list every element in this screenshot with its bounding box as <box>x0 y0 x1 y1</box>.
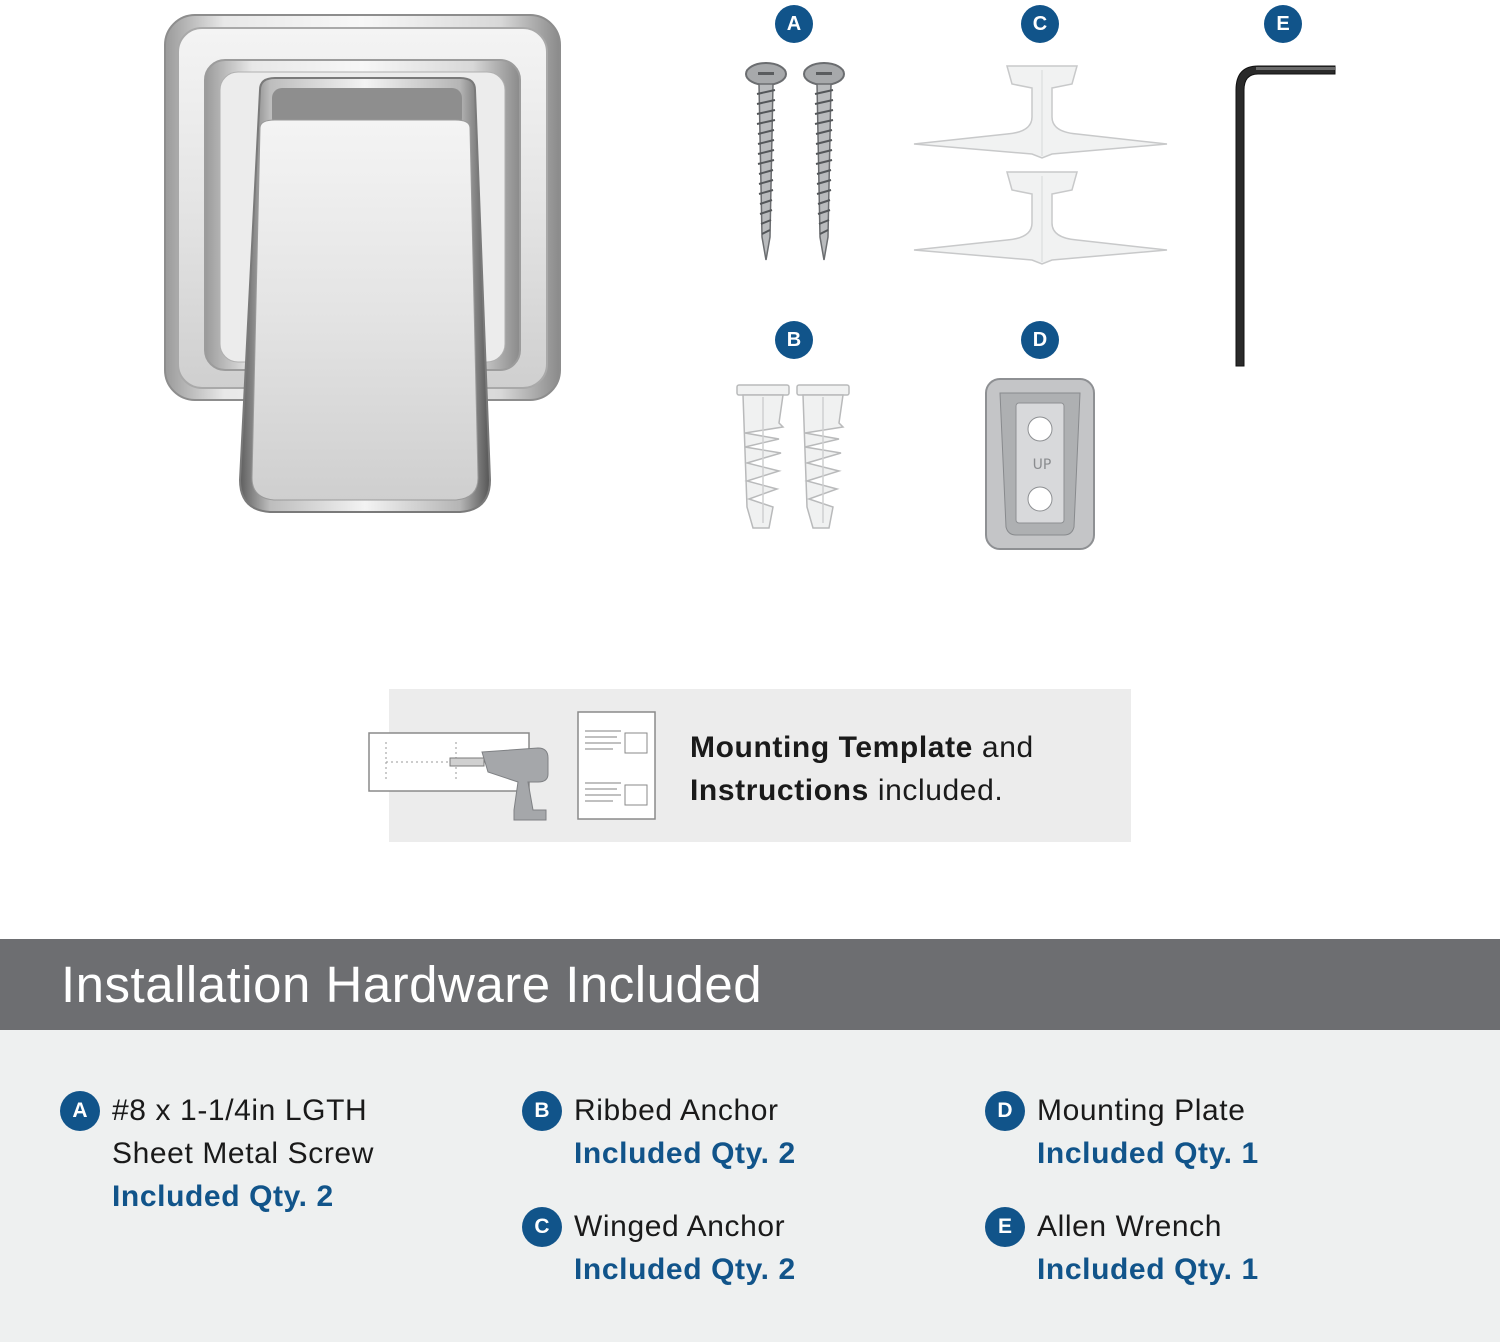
template-note-bold-1: Mounting Template <box>690 731 973 764</box>
label-a-badge: A <box>775 5 813 43</box>
part-a-qty: Included Qty. 2 <box>112 1180 334 1213</box>
label-c-badge: C <box>1021 5 1059 43</box>
mounting-plate-illustration <box>984 377 1099 552</box>
template-drill-icon <box>368 730 553 820</box>
screws-illustration <box>740 62 860 262</box>
part-a-badge: A <box>60 1091 100 1131</box>
part-c-qty: Included Qty. 2 <box>574 1253 796 1286</box>
label-e-badge: E <box>1264 5 1302 43</box>
template-note-rest-2: included. <box>868 774 1004 807</box>
part-d-badge: D <box>985 1091 1025 1131</box>
part-d-item <box>1037 1089 1259 1175</box>
section-title: Installation Hardware Included <box>61 956 763 1013</box>
template-note-rest-1: and <box>972 731 1034 764</box>
part-e-badge: E <box>985 1207 1025 1247</box>
part-b-badge: B <box>522 1091 562 1131</box>
ribbed-anchors-illustration <box>735 383 855 533</box>
label-d-badge: D <box>1021 321 1059 359</box>
robe-hook-illustration <box>160 10 580 530</box>
part-e-name: Allen Wrench <box>1037 1210 1223 1243</box>
part-a-item <box>112 1089 374 1218</box>
template-note-bold-2: Instructions <box>690 774 869 807</box>
winged-anchors-illustration <box>912 62 1172 262</box>
allen-wrench-illustration <box>1228 60 1348 370</box>
part-c-item <box>574 1205 796 1291</box>
part-c-badge: C <box>522 1207 562 1247</box>
template-note <box>690 726 1110 812</box>
label-b-badge: B <box>775 321 813 359</box>
part-a-name-line2: Sheet Metal Screw <box>112 1137 374 1170</box>
part-e-item <box>1037 1205 1259 1291</box>
instructions-document-icon <box>577 711 657 821</box>
part-a-name-line1: #8 x 1-1/4in LGTH <box>112 1094 368 1127</box>
plate-up-marking: UP <box>1032 457 1052 473</box>
part-c-name: Winged Anchor <box>574 1210 786 1243</box>
part-e-qty: Included Qty. 1 <box>1037 1253 1259 1286</box>
part-b-name: Ribbed Anchor <box>574 1094 779 1127</box>
part-d-qty: Included Qty. 1 <box>1037 1137 1259 1170</box>
part-d-name: Mounting Plate <box>1037 1094 1246 1127</box>
part-b-qty: Included Qty. 2 <box>574 1137 796 1170</box>
part-b-item <box>574 1089 796 1175</box>
